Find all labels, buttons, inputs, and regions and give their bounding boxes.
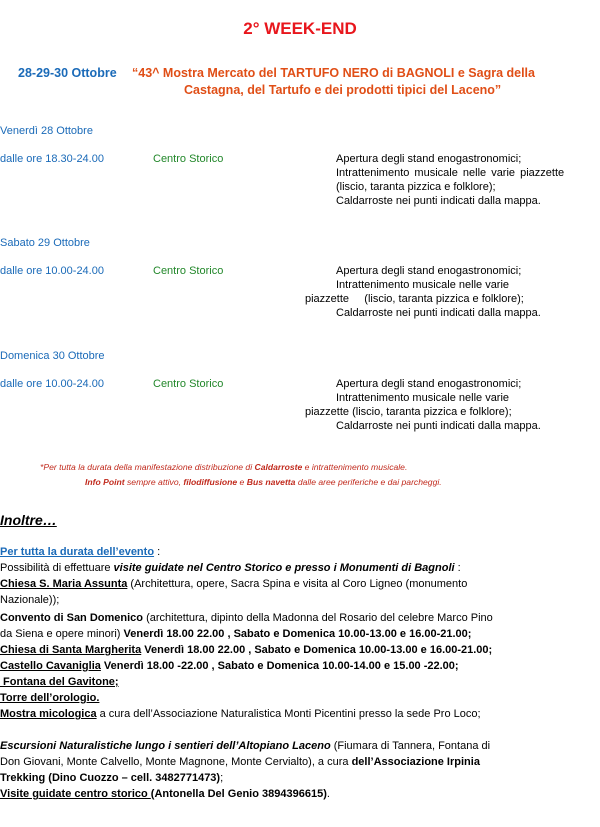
section-heading: Inoltre… (0, 512, 57, 528)
program-line: Caldarroste nei punti indicati dalla mappa. (336, 420, 541, 432)
program-line: Intrattenimento musicale nelle varie (336, 392, 510, 404)
extra-line: Visite guidate centro storico (Antonella Del Genio 3894396615). (0, 788, 330, 800)
page-title: 2° WEEK-END (243, 19, 357, 38)
extra-line: Possibilità di effettuare visite guidate nel Centro Storico e presso i Monumenti di Bagnoli : (0, 562, 461, 574)
time-range: dalle ore 18.30-24.00 (0, 153, 104, 165)
program-line: Apertura degli stand enogastronomici; (336, 153, 522, 165)
extra-line: Chiesa S. Maria Assunta (Architettura, opere, Sacra Spina e visita al Coro Ligneo (monumento (0, 578, 468, 590)
time-range: dalle ore 10.00-24.00 (0, 378, 104, 390)
extra-line: Nazionale)); (0, 594, 60, 606)
program-line: Apertura degli stand enogastronomici; (336, 265, 522, 277)
event-dates: 28-29-30 Ottobre (18, 66, 117, 80)
extra-line: Escursioni Naturalistiche lungo i sentieri dell’Altopiano Laceno (Fiumara di Tannera, Fontana di (0, 740, 491, 752)
program-line: Caldarroste nei punti indicati dalla mappa. (336, 195, 541, 207)
location: Centro Storico (153, 265, 224, 277)
footnote-line1: *Per tutta la durata della manifestazione distribuzione di Caldarroste e intrattenimento musicale. (40, 462, 408, 472)
event-title-line2: Castagna, del Tartufo e dei prodotti tipici del Laceno” (184, 83, 502, 97)
location: Centro Storico (153, 153, 224, 165)
program-line: Apertura degli stand enogastronomici; (336, 378, 522, 390)
extra-line: Mostra micologica a cura dell’Associazione Naturalistica Monti Picentini presso la sede Pro Loco; (0, 708, 481, 720)
extra-line: Chiesa di Santa Margherita Venerdì 18.00 22.00 , Sabato e Domenica 10.00-13.00 e 16.00-21.00; (0, 644, 493, 656)
program-line: Caldarroste nei punti indicati dalla mappa. (336, 307, 541, 319)
extra-line: Trekking (Dino Cuozzo – cell. 3482771473); (0, 772, 224, 784)
footnote-line2: Info Point sempre attivo, filodiffusione e Bus navetta dalle aree periferiche e dai parcheggi. (85, 477, 442, 487)
program-line: piazzette (liscio, taranta pizzica e folklore); (305, 293, 524, 305)
extra-line: Castello Cavaniglia Venerdì 18.00 -22.00 , Sabato e Domenica 10.00-14.00 e 15.00 -22.00; (0, 660, 459, 672)
event-title-line1: “43^ Mostra Mercato del TARTUFO NERO di BAGNOLI e Sagra della (132, 66, 535, 80)
extra-line: Don Giovani, Monte Calvello, Monte Magnone, Monte Cervialto), a cura dell’Associazione Irpinia (0, 756, 480, 768)
extra-line: Convento di San Domenico (architettura, dipinto della Madonna del Rosario del celebre Marco Pino (0, 612, 493, 624)
extra-line: Torre dell’orologio. (0, 692, 100, 704)
location: Centro Storico (153, 378, 224, 390)
program-line: (liscio, taranta pizzica e folklore); (336, 181, 496, 193)
program-line: Intrattenimento musicale nelle varie piazzette (336, 167, 565, 179)
program-line: Intrattenimento musicale nelle varie (336, 279, 510, 291)
day-label: Venerdì 28 Ottobre (0, 125, 93, 137)
day-label: Sabato 29 Ottobre (0, 237, 90, 249)
extra-line: da Siena e opere minori) Venerdì 18.00 22.00 , Sabato e Domenica 10.00-13.00 e 16.00-21.00; (0, 628, 472, 640)
program-line: piazzette (liscio, taranta pizzica e folklore); (305, 406, 512, 418)
time-range: dalle ore 10.00-24.00 (0, 265, 104, 277)
extra-line: Fontana del Gavitone; (0, 676, 119, 688)
extra-heading: Per tutta la durata dell’evento : (0, 546, 161, 558)
day-label: Domenica 30 Ottobre (0, 350, 105, 362)
